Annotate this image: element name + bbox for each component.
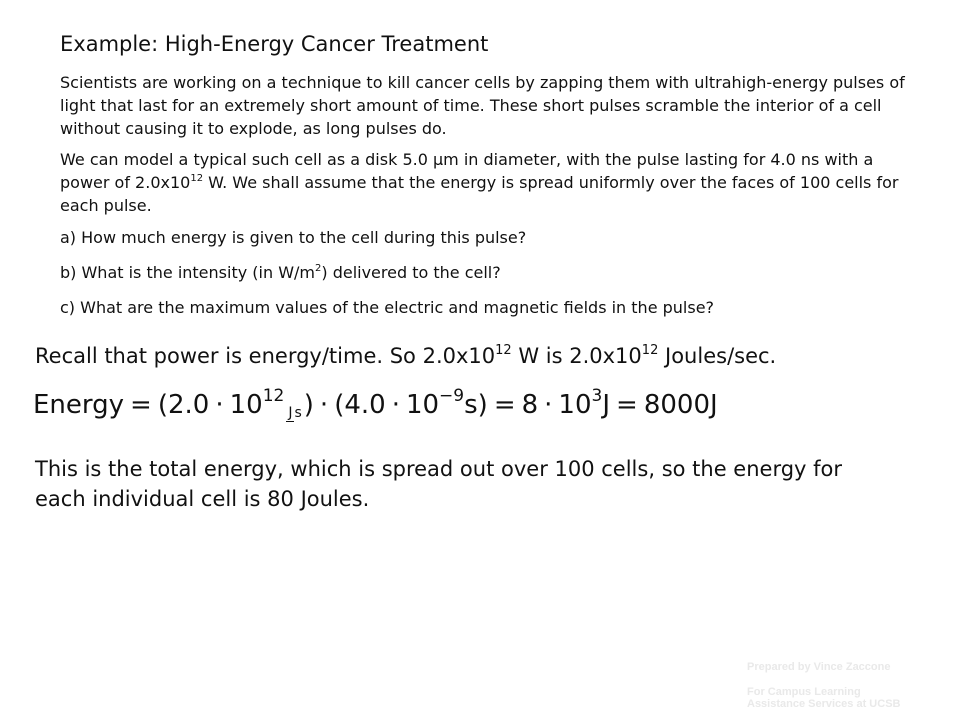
fraction-denominator: s: [294, 405, 302, 421]
intro-paragraph-2: [60, 148, 910, 217]
dot-operator-2: ·: [319, 390, 329, 420]
recall-text-2: W is 2.0x10: [511, 344, 642, 368]
dot-operator-1: ·: [215, 390, 224, 420]
question-b-exponent: 2: [314, 263, 322, 274]
question-b-text-b: ) delivered to the cell?: [321, 263, 501, 282]
intro-p2-exponent: 12: [190, 173, 204, 184]
equals-sign-2: =: [493, 390, 516, 420]
recall-exponent-2: 12: [641, 343, 659, 358]
intro-paragraph-1: Scientists are working on a technique to kill cancer cells by zapping them with ultrahigh-energy pulses of light that last for an extremely short amount of time. These short pulses scramble the interior of a cell without causing it to explode, as long pulses do.: [60, 73, 905, 138]
equation-seconds-close: s): [464, 390, 488, 420]
equation-open-paren-1: (2.0: [157, 390, 210, 420]
equation-exponent-1: 12: [262, 386, 285, 406]
joules-per-second-fraction: [286, 405, 301, 422]
recall-statement: [35, 341, 776, 371]
conclusion-text: This is the total energy, which is spread out over 100 cells, so the energy for each individual cell is 80 Joules.: [35, 457, 843, 511]
equation-open-paren-2: (4.0: [334, 390, 386, 420]
slide-title: Example: High-Energy Cancer Treatment: [60, 32, 489, 56]
footer-assistance-services: Assistance Services at UCSB: [747, 698, 901, 710]
recall-exponent-1: 12: [495, 343, 512, 358]
equals-sign-1: =: [130, 390, 152, 420]
footer-campus-learning: For Campus Learning: [747, 686, 861, 698]
intro-p2-text-b: W. We shall assume that the energy is spread uniformly over the faces of 100 cells for each pulse.: [60, 173, 899, 215]
equation-unit-joule: J: [602, 390, 611, 420]
equation-result: 8000J: [643, 390, 718, 420]
intro-p2-text-a: We can model a typical such cell as a disk 5.0 μm in diameter, with the pulse lasting for 4.0 ns with a power of 2.0x10: [60, 150, 874, 192]
recall-text-1: Recall that power is energy/time. So 2.0x10: [35, 344, 496, 368]
equation-ten-3: 10: [558, 390, 592, 420]
equation-eight: 8: [521, 390, 539, 420]
energy-equation: [33, 386, 718, 422]
question-a: a) How much energy is given to the cell during this pulse?: [60, 228, 527, 247]
question-b-text-a: b) What is the intensity (in W/m: [60, 263, 315, 282]
equation-exponent-2: −9: [439, 386, 465, 406]
equation-ten-2: 10: [405, 390, 440, 420]
dot-operator-4: ·: [544, 390, 553, 420]
recall-text-3: Joules/sec.: [658, 344, 777, 368]
equation-close-paren-1: ): [303, 390, 314, 420]
fraction-numerator: J: [288, 405, 293, 421]
question-b: [60, 261, 910, 284]
equation-exponent-3: 3: [591, 386, 603, 406]
equation-lhs: Energy: [33, 390, 125, 420]
footer-prepared-by: Prepared by Vince Zaccone: [747, 661, 891, 673]
dot-operator-3: ·: [391, 390, 400, 420]
equals-sign-3: =: [616, 390, 638, 420]
equation-ten-1: 10: [229, 390, 263, 420]
question-c: c) What are the maximum values of the electric and magnetic fields in the pulse?: [60, 298, 715, 317]
